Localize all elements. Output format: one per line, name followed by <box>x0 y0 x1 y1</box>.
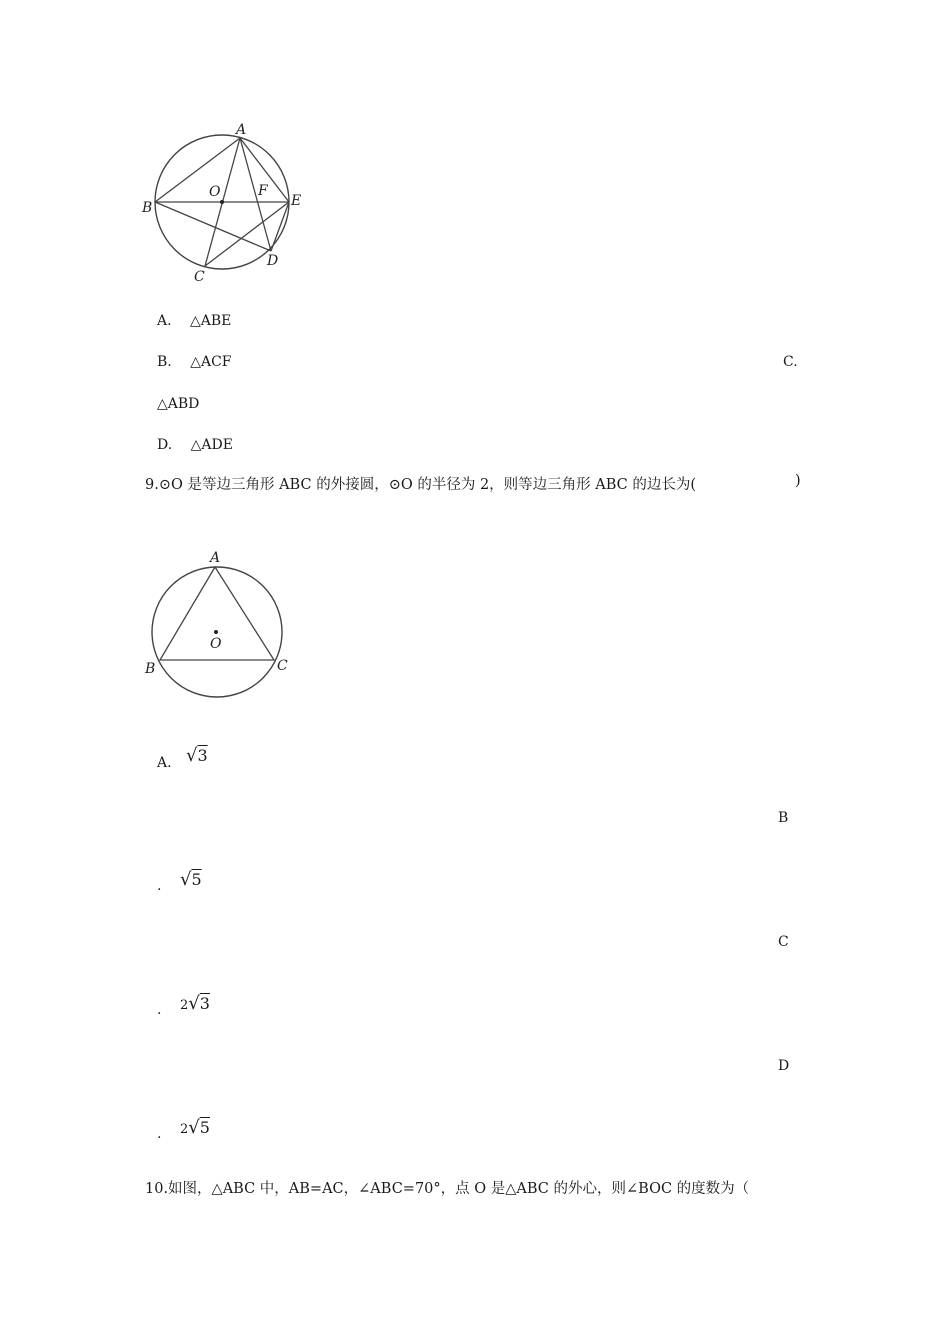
label-d: D <box>267 253 279 269</box>
q9-close-paren: ) <box>795 473 801 489</box>
radical-sign: √ <box>180 869 192 890</box>
q9-option-c-letter[interactable]: C <box>778 934 789 950</box>
radicand: 5 <box>191 870 202 889</box>
segment-ab <box>155 138 240 202</box>
q9-option-c-dot: . <box>157 1002 162 1018</box>
option-text: △ABE <box>190 313 232 329</box>
q9-option-b-value <box>180 869 202 890</box>
q9-stem-text: 9.⊙O 是等边三角形 ABC 的外接圆，⊙O 的半径为 2，则等边三角形 ABC 的边长为( <box>145 477 697 493</box>
radical-sign: √ <box>188 993 200 1014</box>
radical-sign: √ <box>186 745 198 766</box>
figure-circle-abcdef <box>138 118 318 288</box>
option-letter: D. <box>157 437 173 453</box>
q9-option-b-dot: . <box>157 878 162 894</box>
label-a: A <box>236 122 247 138</box>
label-c: C <box>277 658 288 674</box>
coefficient: 2 <box>180 998 189 1013</box>
q8-option-c-text[interactable]: △ABD <box>157 396 200 412</box>
radicand: 3 <box>199 994 210 1013</box>
center-point-o <box>214 630 218 634</box>
figure-inscribed-triangle <box>140 545 300 705</box>
q8-option-a[interactable] <box>157 313 231 329</box>
label-a: A <box>210 550 221 566</box>
q8-option-b[interactable] <box>157 354 232 370</box>
q9-stem <box>145 473 696 494</box>
label-e: E <box>291 193 302 209</box>
q9-option-d-letter[interactable]: D <box>778 1058 790 1074</box>
segment-bd <box>155 202 271 251</box>
coefficient: 2 <box>180 1122 189 1137</box>
radical-sign: √ <box>188 1117 200 1138</box>
label-c: C <box>194 269 205 285</box>
label-o: O <box>209 184 221 200</box>
radicand: 5 <box>199 1118 210 1137</box>
center-point-o <box>220 200 224 204</box>
q9-option-d-dot: . <box>157 1126 162 1142</box>
option-letter: B. <box>157 354 172 370</box>
q9-option-a-value <box>186 745 208 766</box>
q9-option-c-value <box>180 993 210 1014</box>
q8-option-c-letter[interactable]: C. <box>783 354 798 370</box>
label-b: B <box>145 661 156 677</box>
q9-option-d-value <box>180 1117 210 1138</box>
q9-option-a[interactable] <box>157 755 172 771</box>
option-letter: A. <box>157 313 172 329</box>
q10-stem: 10.如图，△ABC 中，AB=AC，∠ABC=70°，点 O 是△ABC 的外心，则∠BOC 的度数为（ <box>145 1181 750 1197</box>
label-f: F <box>258 183 268 199</box>
option-letter: A. <box>157 755 172 771</box>
label-o: O <box>210 636 222 652</box>
label-b: B <box>142 200 153 216</box>
radicand: 3 <box>197 746 208 765</box>
option-text: △ADE <box>190 437 233 453</box>
q9-option-b-letter[interactable]: B <box>778 810 789 826</box>
option-text: △ACF <box>190 354 232 370</box>
q8-option-d[interactable] <box>157 437 233 453</box>
